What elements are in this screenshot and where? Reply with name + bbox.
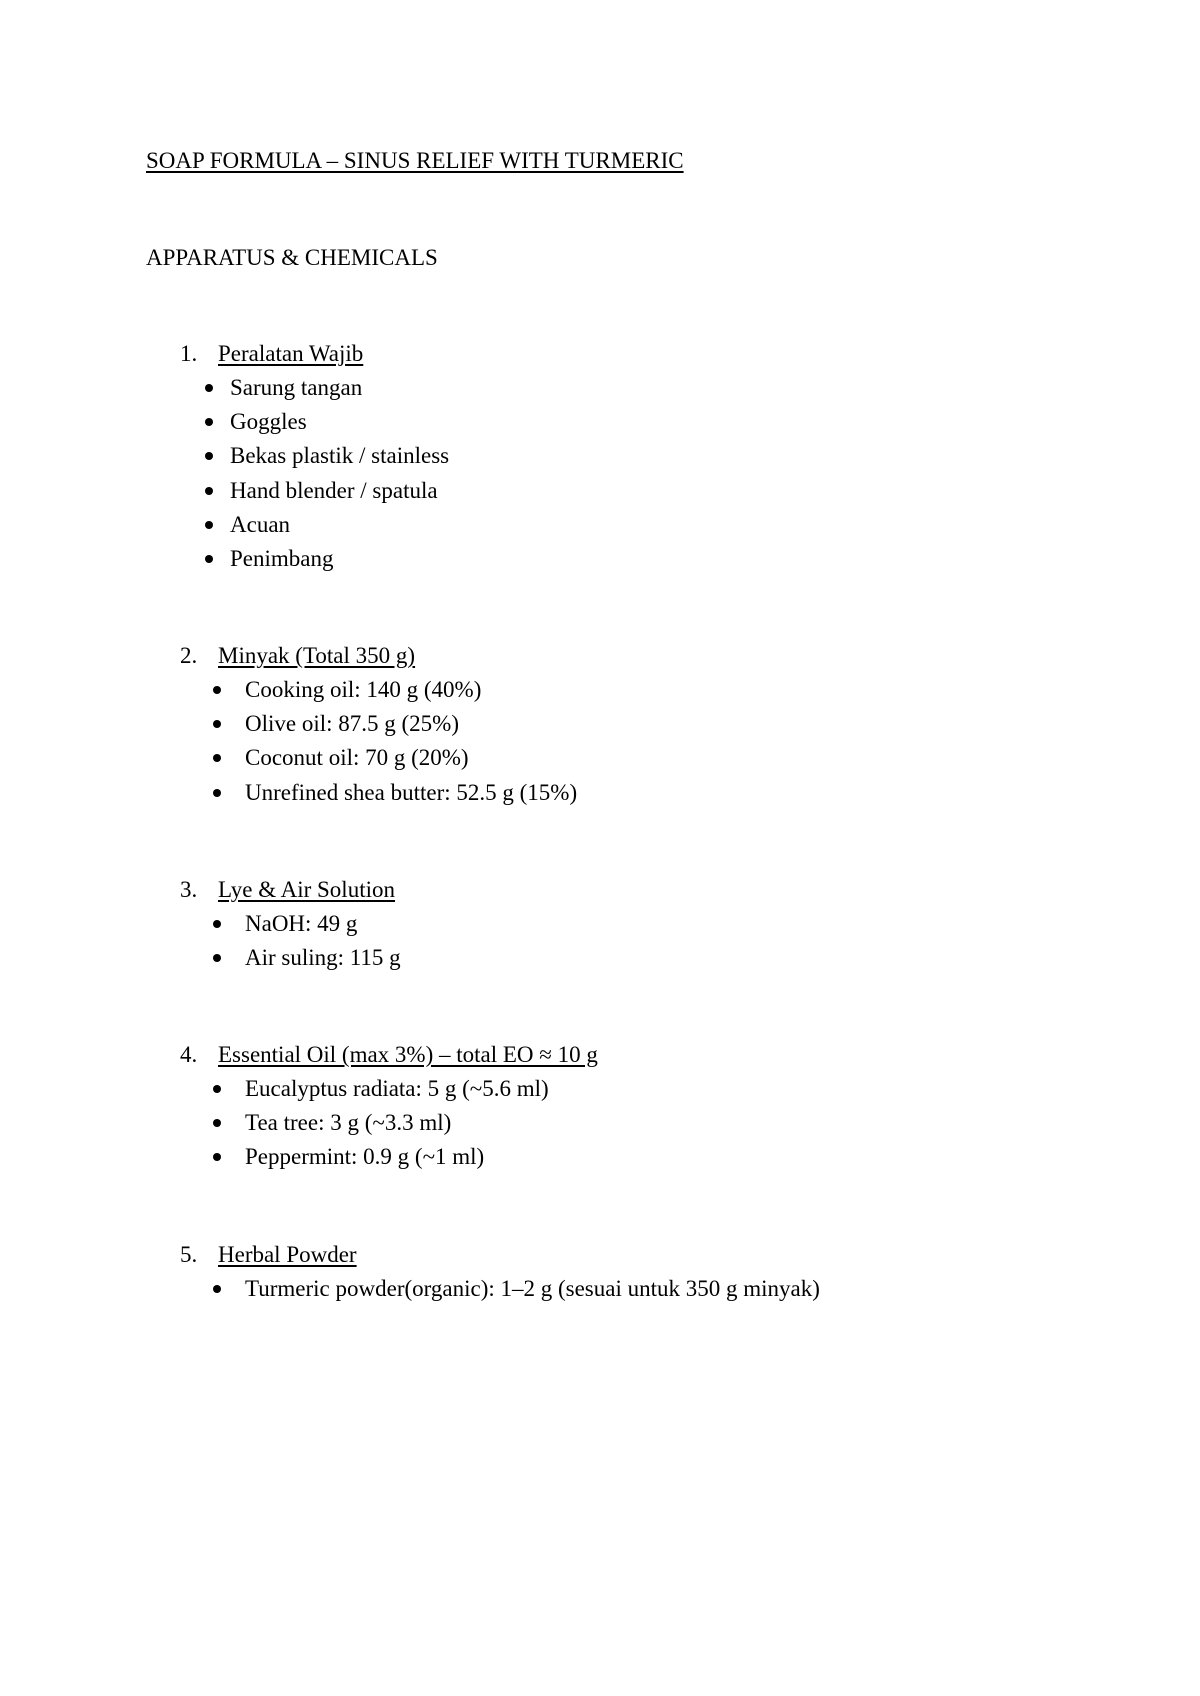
group-title: Lye & Air Solution	[218, 877, 395, 902]
bullet-icon	[205, 384, 213, 392]
bullet-icon	[213, 720, 221, 728]
group-title: Herbal Powder	[218, 1242, 357, 1267]
bullet-icon	[205, 418, 213, 426]
group-title: Essential Oil (max 3%) – total EO ≈ 10 g	[218, 1042, 598, 1067]
list-item	[0, 439, 1200, 473]
list-item	[0, 1106, 1200, 1140]
section-heading: APPARATUS & CHEMICALS	[146, 245, 438, 270]
list-item	[0, 741, 1200, 775]
group-number: 5.	[180, 1242, 198, 1267]
bullet-icon	[213, 1119, 221, 1127]
list-item	[0, 707, 1200, 741]
group-title: Peralatan Wajib	[218, 341, 364, 366]
bullet-icon	[205, 521, 213, 529]
list-item	[0, 371, 1200, 405]
bullet-icon	[213, 1085, 221, 1093]
list-item-text: Acuan	[230, 511, 291, 537]
list-item	[0, 1272, 1200, 1306]
group-number: 1.	[180, 341, 198, 366]
list-item-text: Penimbang	[230, 545, 334, 571]
bullet-icon	[213, 1285, 221, 1293]
list-item	[0, 907, 1200, 941]
bullet-icon	[213, 920, 221, 928]
list-item	[0, 474, 1200, 508]
list-item-text: Unrefined shea butter: 52.5 g (15%)	[245, 779, 578, 805]
group-title: Minyak (Total 350 g)	[218, 643, 416, 668]
document-title: SOAP FORMULA – SINUS RELIEF WITH TURMERIC	[146, 148, 684, 173]
bullet-icon	[213, 686, 221, 694]
list-item	[0, 941, 1200, 975]
bullet-icon	[205, 487, 213, 495]
list-item-text: Peppermint: 0.9 g (~1 ml)	[245, 1144, 485, 1170]
list-group-minyak	[0, 639, 1200, 810]
list-item	[0, 405, 1200, 439]
list-item-text: Sarung tangan	[230, 375, 363, 400]
list-item-text: Bekas plastik / stainless	[230, 443, 450, 469]
group-title-row	[0, 337, 1200, 371]
list-item-text: Turmeric powder(organic): 1–2 g (sesuai untuk 350 g minyak)	[245, 1276, 820, 1301]
list-group-herbal-powder	[0, 1238, 1200, 1306]
list-item	[0, 542, 1200, 576]
list-item-text: Eucalyptus radiata: 5 g (~5.6 ml)	[245, 1076, 549, 1101]
group-title-row	[0, 873, 1200, 907]
bullet-icon	[213, 789, 221, 797]
list-item-text: Cooking oil: 140 g (40%)	[245, 677, 482, 702]
list-item	[0, 1072, 1200, 1106]
group-number: 2.	[180, 643, 198, 668]
bullet-icon	[213, 1153, 221, 1161]
list-item-text: Hand blender / spatula	[230, 477, 438, 503]
list-item-text: Tea tree: 3 g (~3.3 ml)	[245, 1110, 452, 1136]
list-group-essential-oil	[0, 1038, 1200, 1175]
list-item-text: Goggles	[230, 409, 307, 435]
list-item-text: Coconut oil: 70 g (20%)	[245, 745, 469, 771]
list-item-text: Air suling: 115 g	[245, 945, 401, 971]
list-group-peralatan	[0, 337, 1200, 576]
list-item	[0, 1140, 1200, 1174]
list-item	[0, 673, 1200, 707]
group-title-row	[0, 639, 1200, 673]
list-item	[0, 508, 1200, 542]
group-title-row	[0, 1238, 1200, 1272]
bullet-icon	[213, 754, 221, 762]
list-item-text: Olive oil: 87.5 g (25%)	[245, 711, 459, 737]
list-item-text: NaOH: 49 g	[245, 911, 358, 936]
list-group-lye	[0, 873, 1200, 975]
group-number: 4.	[180, 1042, 198, 1067]
group-number: 3.	[180, 877, 198, 902]
list-item	[0, 776, 1200, 810]
bullet-icon	[205, 555, 213, 563]
bullet-icon	[205, 452, 213, 460]
bullet-icon	[213, 954, 221, 962]
group-title-row	[0, 1038, 1200, 1072]
